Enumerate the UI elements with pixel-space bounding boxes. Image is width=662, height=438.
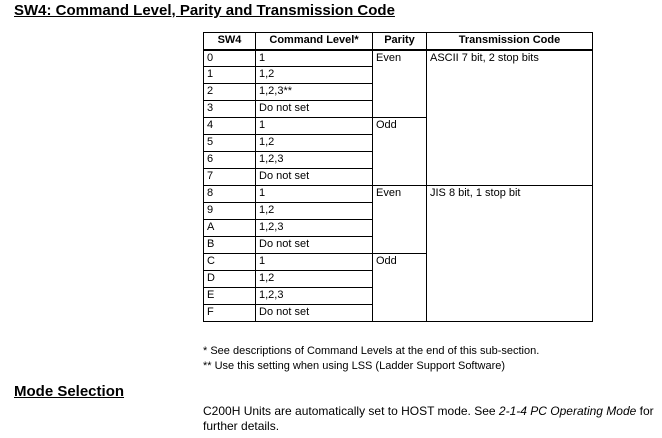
command-level: 1,2,3: [256, 220, 373, 237]
command-level: 1,2: [256, 135, 373, 152]
sw-value: 8: [204, 186, 256, 203]
command-level: Do not set: [256, 169, 373, 186]
sw-value: 4: [204, 118, 256, 135]
header-parity: Parity: [373, 33, 427, 50]
sw-value: 2: [204, 84, 256, 101]
mode-selection-heading: Mode Selection: [14, 383, 125, 400]
table-row: [204, 50, 593, 67]
command-level: 1: [256, 186, 373, 203]
command-level: Do not set: [256, 101, 373, 118]
sw4-table: [203, 32, 593, 322]
sw-value: F: [204, 305, 256, 322]
command-level: 1,2,3**: [256, 84, 373, 101]
command-level: 1: [256, 118, 373, 135]
parity-cell: Odd: [373, 254, 427, 322]
command-level: Do not set: [256, 237, 373, 254]
command-level: 1,2,3: [256, 288, 373, 305]
command-level: 1: [256, 50, 373, 67]
paragraph-text: C200H Units are automatically set to HOST mode. See: [203, 404, 499, 418]
command-level: 1,2: [256, 203, 373, 220]
sw-value: B: [204, 237, 256, 254]
table-header-row: [204, 33, 593, 50]
sw-value: E: [204, 288, 256, 305]
sw-value: C: [204, 254, 256, 271]
parity-cell: Odd: [373, 118, 427, 186]
sw-value: 5: [204, 135, 256, 152]
header-transmission-code: Transmission Code: [427, 33, 593, 50]
sw-value: 7: [204, 169, 256, 186]
header-command-level: Command Level*: [256, 33, 373, 50]
paragraph-text-end: for further details.: [203, 404, 654, 433]
footnote-command-levels: * See descriptions of Command Levels at the end of this sub-section.: [203, 345, 540, 357]
command-level: 1: [256, 254, 373, 271]
command-level: 1,2,3: [256, 152, 373, 169]
transmission-code-cell: ASCII 7 bit, 2 stop bits: [427, 50, 593, 186]
mode-selection-paragraph: [203, 404, 658, 434]
command-level: Do not set: [256, 305, 373, 322]
sw-value: 3: [204, 101, 256, 118]
sw-value: 6: [204, 152, 256, 169]
parity-cell: Even: [373, 186, 427, 254]
header-sw4: SW4: [204, 33, 256, 50]
sw-value: 9: [204, 203, 256, 220]
sw-value: A: [204, 220, 256, 237]
transmission-code-cell: JIS 8 bit, 1 stop bit: [427, 186, 593, 322]
sw-value: D: [204, 271, 256, 288]
sw-value: 1: [204, 67, 256, 84]
table-notes: [203, 344, 539, 374]
command-level: 1,2: [256, 67, 373, 84]
cross-reference: 2-1-4 PC Operating Mode: [498, 404, 637, 418]
table-row: [204, 186, 593, 203]
sw-value: 0: [204, 50, 256, 67]
parity-cell: Even: [373, 50, 427, 118]
command-level: 1,2: [256, 271, 373, 288]
section-title: SW4: Command Level, Parity and Transmission Code: [14, 2, 395, 19]
footnote-lss: ** Use this setting when using LSS (Ladder Support Software): [203, 360, 506, 372]
